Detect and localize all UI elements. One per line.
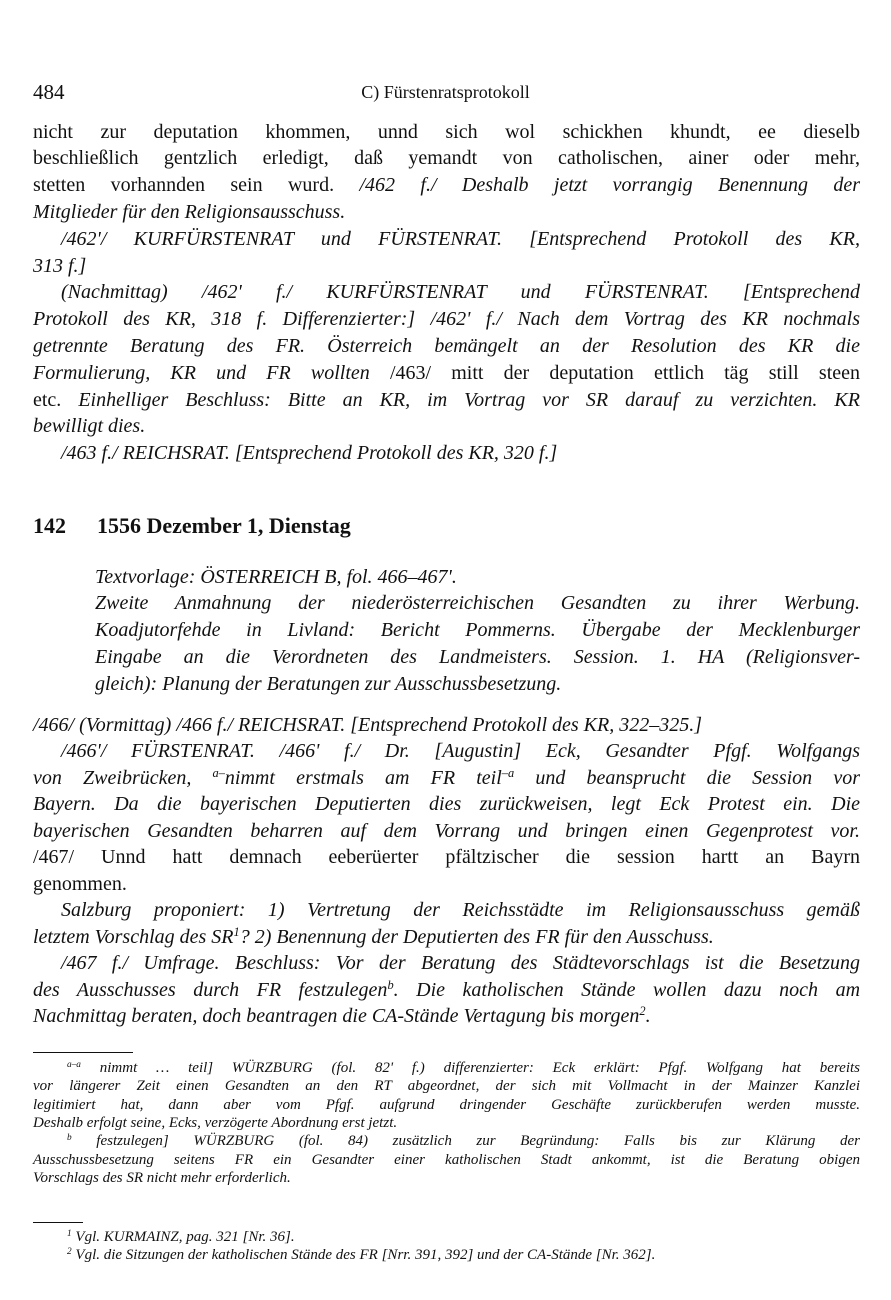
editorial-text: gleich): Planung der Beratungen zur Ausschussbesetzung. (95, 672, 562, 695)
text-line (61, 226, 860, 253)
editorial-text: Eingabe an die Verordneten des Landmeisters. Session. 1. HA (Religionsver- (95, 646, 860, 668)
editorial-text: Deshalb erfolgt seine, Ecks, verzögerte Abordnung erst jetzt. (33, 1115, 398, 1131)
text-line (61, 279, 860, 306)
note-marker: a–a (67, 1059, 81, 1070)
notes-divider (33, 1222, 83, 1223)
apparatus-line (67, 1059, 860, 1077)
editorial-text: Koadjutorfehde in Livland: Bericht Pommerns. Übergabe der Mecklenburger (95, 619, 860, 642)
text-line (33, 924, 860, 951)
text-line (33, 333, 860, 360)
editorial-text: (Nachmittag) /462' f./ KURFÜRSTENRAT und FÜRSTENRAT. [Entsprechend (61, 281, 860, 304)
editorial-text: nimmt … teil] WÜRZBURG (fol. 82' f.) differenzierter: Eck erklärt: Pfgf. Wolfgang hat bereits (80, 1059, 860, 1076)
editorial-text: Bayern. Da die bayerischen Deputierten dies zurückweisen, legt Eck Protest ein. Die (33, 793, 860, 816)
editorial-text: 313 f.] (33, 254, 87, 277)
editorial-text: bayerischen Gesandten beharren auf dem Vorrang und bringen einen Gegenprotest vor. (33, 819, 860, 842)
summary-line (95, 617, 860, 644)
editorial-text: Vorschlags des SR nicht mehr erforderlich. (33, 1170, 291, 1187)
editorial-text: und beansprucht die Session vor (514, 766, 860, 789)
source-text: stetten vorhannden sein wurd. (33, 174, 360, 197)
footnote-divider (33, 1052, 133, 1053)
text-line (33, 145, 860, 172)
editorial-text: /463 f./ REICHSRAT. [Entsprechend Protokoll des KR, 320 f.] (61, 442, 558, 465)
summary-line (95, 644, 860, 671)
text-line (33, 791, 860, 818)
editorial-text: /466'/ FÜRSTENRAT. /466' f./ Dr. [Augustin] Eck, Gesandter Pfgf. Wolfgangs (61, 740, 860, 763)
text-line (33, 172, 860, 199)
footnote-line (67, 1228, 860, 1246)
text-line (33, 306, 860, 333)
section-number: 142 (33, 513, 66, 538)
page-number: 484 (33, 80, 65, 104)
editorial-text: bewilligt dies. (33, 415, 146, 438)
apparatus-line (33, 1077, 860, 1095)
note-marker: b (387, 977, 394, 992)
text-line (33, 1003, 860, 1030)
summary-line (95, 590, 860, 617)
note-marker: 2 (639, 1004, 646, 1019)
editorial-text: ? 2) Benennung der Deputierten des FR für den Ausschuss. (239, 925, 714, 948)
editorial-text: letztem Vorschlag des SR (33, 925, 234, 948)
source-text: beschließlich gentzlich erledigt, daß yemandt von catholischen, ainer oder mehr, (33, 147, 860, 170)
editorial-text: Vgl. die Sitzungen der katholischen Stände des FR [Nrr. 391, 392] und der CA-Stände [Nr. 362]. (71, 1247, 656, 1264)
editorial-text: Salzburg proponiert: 1) Vertretung der Reichsstädte im Religionsausschuss gemäß (61, 899, 860, 922)
text-line (61, 897, 860, 924)
source-text: genommen. (33, 872, 127, 895)
text-line (33, 119, 860, 146)
source-text: /463/ mitt der deputation ettlich täg still steen (389, 361, 860, 384)
text-line (33, 199, 860, 226)
editorial-text: . Die katholischen Stände wollen dazu noch am (393, 978, 861, 1001)
summary-line (95, 671, 860, 698)
editorial-text: . (645, 1005, 651, 1028)
footnote-line (67, 1246, 860, 1264)
text-line (33, 360, 860, 387)
section-title: 1556 Dezember 1, Dienstag (97, 513, 351, 538)
text-line (33, 765, 860, 792)
editorial-text: /462'/ KURFÜRSTENRAT und FÜRSTENRAT. [Entsprechend Protokoll des KR, (61, 227, 860, 250)
apparatus-line (33, 1151, 860, 1169)
text-line (61, 738, 860, 765)
text-line (33, 253, 860, 280)
note-marker: 1 (233, 924, 240, 939)
text-line (33, 977, 860, 1004)
editorial-text: festzulegen] WÜRZBURG (fol. 84) zusätzlich zur Begründung: Falls bis zur Klärung der (71, 1133, 860, 1150)
note-marker: 1 (67, 1228, 72, 1239)
apparatus-line (33, 1114, 860, 1132)
editorial-text: /467 f./ Umfrage. Beschluss: Vor der Beratung des Städtevorschlags ist die Besetzung (61, 952, 860, 975)
editorial-text: /466/ (Vormittag) /466 f./ REICHSRAT. [Entsprechend Protokoll des KR, 322–325.] (33, 713, 703, 736)
note-marker: 2 (67, 1246, 72, 1257)
source-text: /467/ Unnd hatt demnach eeberüerter pfältzischer die session hartt an Bayrn (33, 846, 860, 869)
editorial-text: vor längerer Zeit einen Gesandten an den RT abgeordnet, der sich mit Vollmacht in der Mainzer Kanzlei (33, 1078, 860, 1095)
text-line (33, 871, 860, 898)
editorial-text: Einhelliger Beschluss: Bitte an KR, im Vortrag vor SR darauf zu verzichten. KR (78, 388, 860, 411)
text-line (33, 844, 860, 871)
editorial-text: getrennte Beratung des FR. Österreich bemängelt an der Resolution des KR die (33, 335, 860, 357)
editorial-text: nimmt erstmals am FR teil (224, 766, 502, 789)
editorial-text: Zweite Anmahnung der niederösterreichischen Gesandten zu ihrer Werbung. (95, 592, 860, 615)
text-line (33, 413, 860, 440)
source-text: nicht zur deputation khommen, unnd sich wol schickhen khundt, ee dieselb (33, 120, 860, 143)
text-line (33, 712, 860, 739)
editorial-text: Mitglieder für den Religionsausschuss. (33, 201, 346, 223)
editorial-text: Formulierung, KR und FR wollten (33, 361, 390, 384)
running-head: C) Fürstenratsprotokoll (361, 82, 530, 102)
editorial-text: des Ausschusses durch FR festzulegen (33, 978, 388, 1001)
text-line (61, 440, 860, 467)
editorial-text: Ausschussbesetzung seitens FR ein Gesandter einer katholischen Stadt ankommt, ist die Beratung obigen (33, 1151, 860, 1168)
apparatus-line (67, 1132, 860, 1150)
apparatus-line (33, 1096, 860, 1114)
text-line (33, 387, 860, 414)
editorial-text: /462 f./ Deshalb jetzt vorrangig Benennung der (359, 174, 860, 197)
note-marker: a– (212, 765, 225, 780)
source-text: etc. (33, 388, 79, 411)
text-line (61, 950, 860, 977)
editorial-text: von Zweibrücken, (33, 766, 213, 789)
text-line (33, 818, 860, 845)
apparatus-line (33, 1169, 860, 1187)
summary-line (95, 564, 860, 591)
note-marker: –a (501, 765, 515, 780)
editorial-text: Protokoll des KR, 318 f. Differenzierter:] /462' f./ Nach dem Vortrag des KR nochmals (33, 308, 860, 331)
note-marker: b (67, 1133, 72, 1144)
editorial-text: Nachmittag beraten, doch beantragen die CA-Stände Vertagung bis morgen (33, 1005, 640, 1028)
editorial-text: Vgl. KURMAINZ, pag. 321 [Nr. 36]. (71, 1228, 295, 1245)
editorial-text: legitimiert hat, dann aber vom Pfgf. aufgrund dringender Geschäfte zurückberufen werden musste. (33, 1096, 860, 1113)
editorial-text: Textvorlage: ÖSTERREICH B, fol. 466–467'. (95, 565, 457, 588)
